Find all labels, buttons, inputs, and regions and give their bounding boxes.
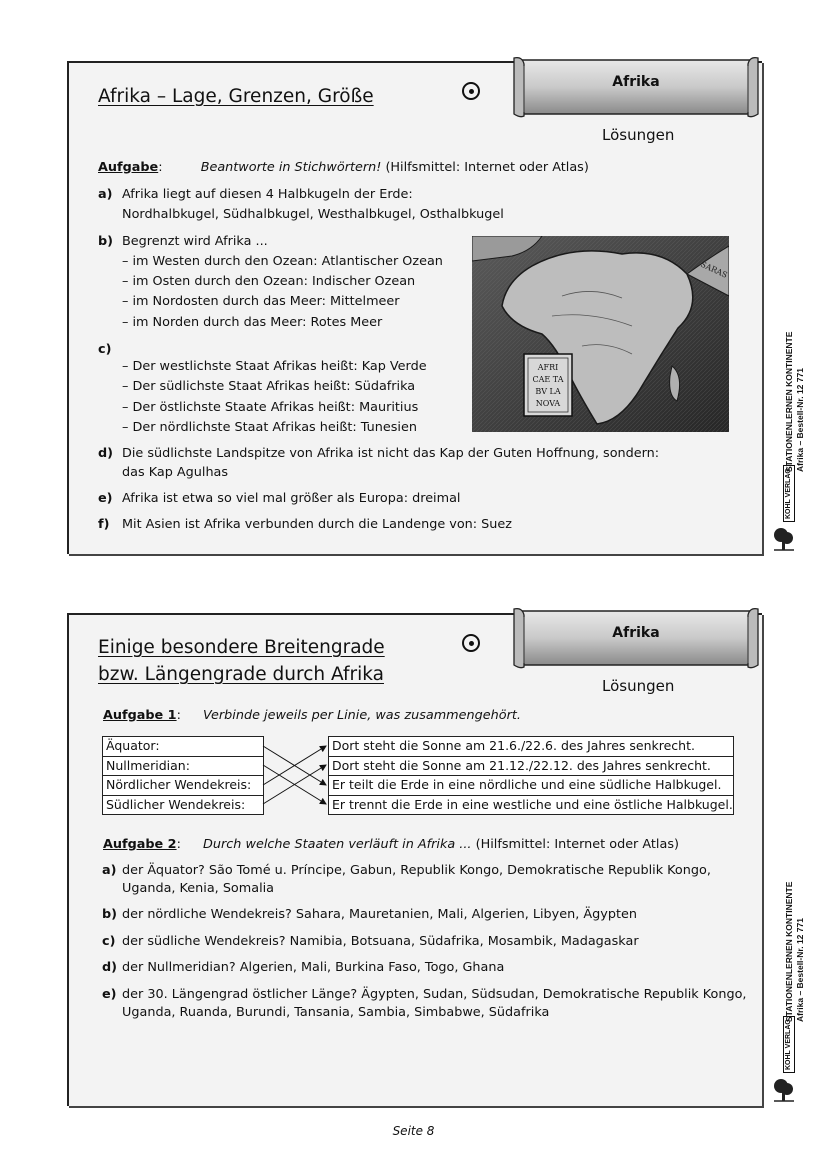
sidebar-order-number: Afrika – Bestell-Nr. 12 771 (795, 918, 805, 1022)
item-b-line: – im Norden durch das Meer: Rotes Meer (122, 315, 383, 330)
task2-label: Aufgabe 2 (103, 837, 177, 852)
map-cartouche-text: CAE TA (532, 375, 564, 384)
page-number: Seite 8 (392, 1124, 435, 1138)
card1-title: Afrika – Lage, Grenzen, Größe (98, 86, 374, 107)
scroll-label: Afrika (612, 74, 660, 90)
item-c-letter: c) (98, 342, 112, 357)
item2-a-letter: a) (102, 863, 117, 878)
tree-logo-icon (772, 1077, 796, 1103)
item-b-line: – im Westen durch den Ozean: Atlantischer Ozean (122, 254, 443, 269)
task-line (98, 158, 589, 178)
matching-lines (262, 736, 330, 816)
matching-left-column (102, 736, 264, 815)
item-d-line2: das Kap Agulhas (122, 465, 229, 480)
scroll-label: Afrika (612, 625, 660, 641)
item2-e-line1: der 30. Längengrad östlicher Länge? Ägypten, Sudan, Südsudan, Demokratische Republik Kongo, (122, 987, 747, 1002)
item-c-line: – Der südlichste Staat Afrikas heißt: Südafrika (122, 379, 416, 394)
sidebar-order-number: Afrika – Bestell-Nr. 12 771 (795, 368, 805, 472)
africa-map-image (472, 236, 729, 432)
sidebar-publisher: KOHL VERLAG (783, 1016, 795, 1073)
item2-d-letter: d) (102, 960, 118, 975)
item2-b-line1: der nördliche Wendekreis? Sahara, Mauretanien, Mali, Algerien, Libyen, Ägypten (122, 907, 637, 922)
banner-scroll (512, 607, 760, 669)
item2-e-line2: Uganda, Ruanda, Burundi, Tansania, Sambia, Simbabwe, Südafrika (122, 1005, 550, 1020)
item2-e-letter: e) (102, 987, 117, 1002)
task1-colon: : (176, 708, 181, 723)
item2-a-line1: der Äquator? São Tomé u. Príncipe, Gabun, Republik Kongo, Demokratische Republik Kongo, (122, 863, 711, 878)
banner-scroll (512, 56, 760, 118)
task1-label: Aufgabe 1 (103, 708, 177, 723)
item-a-line1: Afrika liegt auf diesen 4 Halbkugeln der Erde: (122, 187, 413, 202)
card2-title-line1: Einige besondere Breitengrade (98, 637, 385, 658)
task1-line (103, 706, 521, 726)
item-b-line: – im Nordosten durch das Meer: Mittelmeer (122, 294, 400, 309)
item-c-line: – Der nördlichste Staat Afrikas heißt: Tunesien (122, 420, 417, 435)
item-d-line1: Die südlichste Landspitze von Afrika ist nicht das Kap der Guten Hoffnung, sondern: (122, 446, 660, 461)
sidebar-series-title: STATIONENLERNEN KONTINENTE (784, 331, 794, 472)
match-right-item: Dort steht die Sonne am 21.6./22.6. des Jahres senkrecht. (329, 737, 733, 757)
matching-right-column (328, 736, 734, 815)
match-right-item: Er trennt die Erde in eine westliche und eine östliche Halbkugel. (332, 796, 733, 812)
task-colon: : (158, 160, 163, 175)
match-left-item: Äquator: (103, 737, 263, 757)
task1-instruction: Verbinde jeweils per Linie, was zusammengehört. (203, 708, 521, 723)
item-a-letter: a) (98, 187, 113, 202)
item-d-letter: d) (98, 446, 114, 461)
map-cartouche-text: BV LA (535, 387, 561, 396)
sidebar-series-title: STATIONENLERNEN KONTINENTE (784, 881, 794, 1022)
item-f-letter: f) (98, 517, 110, 532)
item2-c-line1: der südliche Wendekreis? Namibia, Botsuana, Südafrika, Mosambik, Madagaskar (122, 934, 639, 949)
match-right-item: Er teilt die Erde in eine nördliche und eine südliche Halbkugel. (329, 776, 733, 796)
solutions-label: Lösungen (602, 126, 675, 144)
match-left-item: Nullmeridian: (103, 757, 263, 777)
item2-d-line1: der Nullmeridian? Algerien, Mali, Burkina Faso, Togo, Ghana (122, 960, 505, 975)
item-c-line: – Der östlichste Staate Afrikas heißt: Mauritius (122, 400, 419, 415)
task-instruction: Beantworte in Stichwörtern! (200, 160, 382, 175)
item-b-line: – im Osten durch den Ozean: Indischer Ozean (122, 274, 416, 289)
item-c-line: – Der westlichste Staat Afrikas heißt: Kap Verde (122, 359, 427, 374)
item-f-line1: Mit Asien ist Afrika verbunden durch die Landenge von: Suez (122, 517, 512, 532)
item-e-letter: e) (98, 491, 113, 506)
item-b-letter: b) (98, 234, 114, 249)
match-right-item: Dort steht die Sonne am 21.12./22.12. des Jahres senkrecht. (329, 757, 733, 777)
item-e-line1: Afrika ist etwa so viel mal größer als Europa: dreimal (122, 491, 461, 506)
card2-title-line2: bzw. Längengrade durch Afrika (98, 664, 384, 685)
target-icon (462, 634, 480, 652)
task2-line (103, 835, 679, 855)
item2-c-letter: c) (102, 934, 116, 949)
item-a-line2: Nordhalbkugel, Südhalbkugel, Westhalbkugel, Osthalbkugel (122, 207, 504, 222)
solutions-label: Lösungen (602, 677, 675, 695)
sidebar-publisher: KOHL VERLAG (783, 465, 795, 522)
map-cartouche-text: NOVA (535, 399, 561, 408)
task-aid: (Hilfsmittel: Internet oder Atlas) (385, 160, 589, 175)
task2-aid: (Hilfsmittel: Internet oder Atlas) (475, 837, 679, 852)
task2-colon: : (176, 837, 181, 852)
task-label: Aufgabe (98, 160, 159, 175)
map-cartouche-text: AFRI (537, 363, 559, 372)
tree-logo-icon (772, 526, 796, 552)
task2-instruction: Durch welche Staaten verläuft in Afrika ... (203, 837, 472, 852)
match-left-item: Südlicher Wendekreis: (106, 796, 246, 812)
item2-a-line2: Uganda, Kenia, Somalia (122, 881, 275, 896)
target-icon (462, 82, 480, 100)
match-left-item: Nördlicher Wendekreis: (103, 776, 263, 796)
item-b-intro: Begrenzt wird Afrika ... (122, 234, 268, 249)
item2-b-letter: b) (102, 907, 118, 922)
map-corner-text: SARAS (699, 259, 729, 280)
